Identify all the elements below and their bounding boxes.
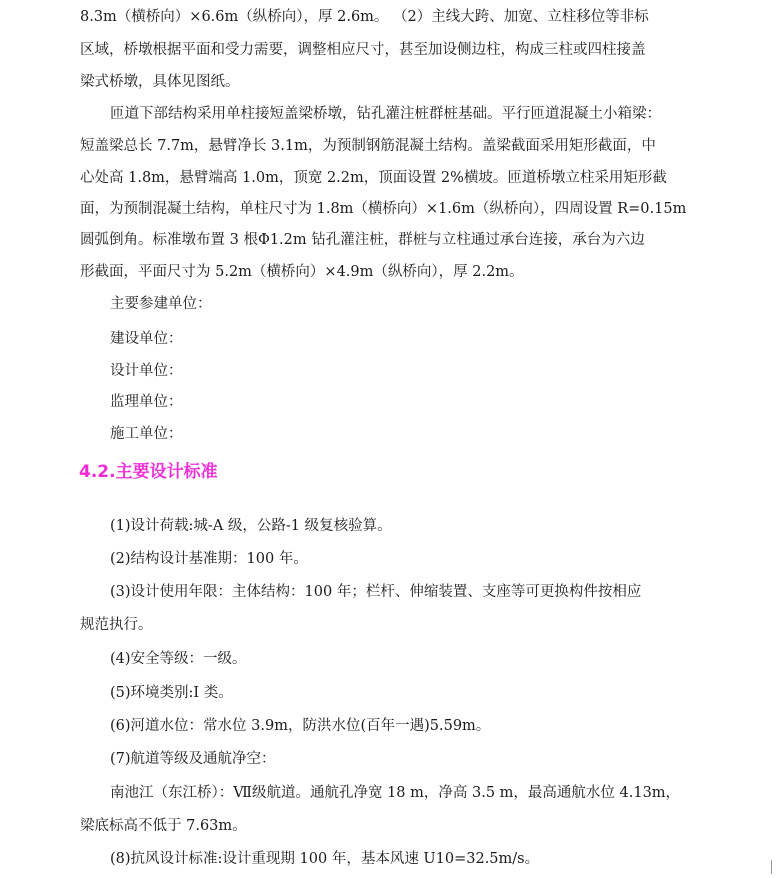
standard-item: (3)设计使用年限：主体结构：100 年；栏杆、伸缩装置、支座等可更换构件按相应 xyxy=(110,584,642,600)
standard-item: (4)安全等级：一级。 xyxy=(110,651,247,667)
section-heading: 4.2.主要设计标准 xyxy=(79,462,218,482)
paragraph-line: 圆弧倒角。标准墩布置 3 根Φ1.2m 钻孔灌注桩，群桩与立柱通过承台连接，承台为六边 xyxy=(80,232,645,248)
standard-item: (7)航道等级及通航净空： xyxy=(110,751,276,767)
standard-item: (6)河道水位：常水位 3.9m，防洪水位(百年一遇)5.59m。 xyxy=(110,718,491,734)
paragraph-line: 心处高 1.8m，悬臂端高 1.0m，顶宽 2.2m，顶面设置 2%横坡。匝道桥墩立柱采用矩形截 xyxy=(80,170,667,186)
standard-item: (2)结构设计基准期：100 年。 xyxy=(110,551,308,567)
paragraph-line: 梁式桥墩，具体见图纸。 xyxy=(80,74,240,90)
paragraph-line: 形截面，平面尺寸为 5.2m（横桥向）×4.9m（纵桥向），厚 2.2m。 xyxy=(80,264,524,280)
standard-item-continuation: 规范执行。 xyxy=(80,617,153,633)
page-edge-mark xyxy=(771,860,780,874)
paragraph-line: 匝道下部结构采用单柱接短盖梁桥墩，钻孔灌注桩群桩基础。平行匝道混凝土小箱梁： xyxy=(110,106,661,122)
standard-item: (8)抗风设计标准:设计重现期 100 年，基本风速 U10=32.5m/s。 xyxy=(110,851,540,867)
participant-design: 设计单位： xyxy=(110,363,183,379)
participant-supervision: 监理单位： xyxy=(110,394,183,410)
standard-item-continuation: 梁底标高不低于 7.63m。 xyxy=(80,818,247,834)
paragraph-line: 短盖梁总长 7.7m，悬臂净长 3.1m，为预制钢筋混凝土结构。盖梁截面采用矩形截面，中 xyxy=(80,138,656,154)
participant-contractor: 施工单位： xyxy=(110,426,183,442)
paragraph-line: 区域，桥墩根据平面和受力需要，调整相应尺寸，甚至加设侧边柱，构成三柱或四柱接盖 xyxy=(80,42,646,58)
paragraph-line: 面，为预制混凝土结构，单柱尺寸为 1.8m（横桥向）×1.6m（纵桥向），四周设置 R=0.15m xyxy=(80,201,687,217)
participants-title: 主要参建单位： xyxy=(110,296,212,312)
standard-item: 南池江（东江桥）：Ⅶ级航道。通航孔净宽 18 m，净高 3.5 m，最高通航水位 4.13m， xyxy=(110,785,681,801)
participant-construction: 建设单位： xyxy=(110,331,183,347)
standard-item: (1)设计荷载:城-A 级，公路-1 级复核验算。 xyxy=(110,518,392,534)
paragraph-line: 8.3m（横桥向）×6.6m（纵桥向），厚 2.6m。 （2）主线大跨、加宽、立柱移位等非标 xyxy=(80,9,649,25)
standard-item: (5)环境类别:I 类。 xyxy=(110,685,233,701)
